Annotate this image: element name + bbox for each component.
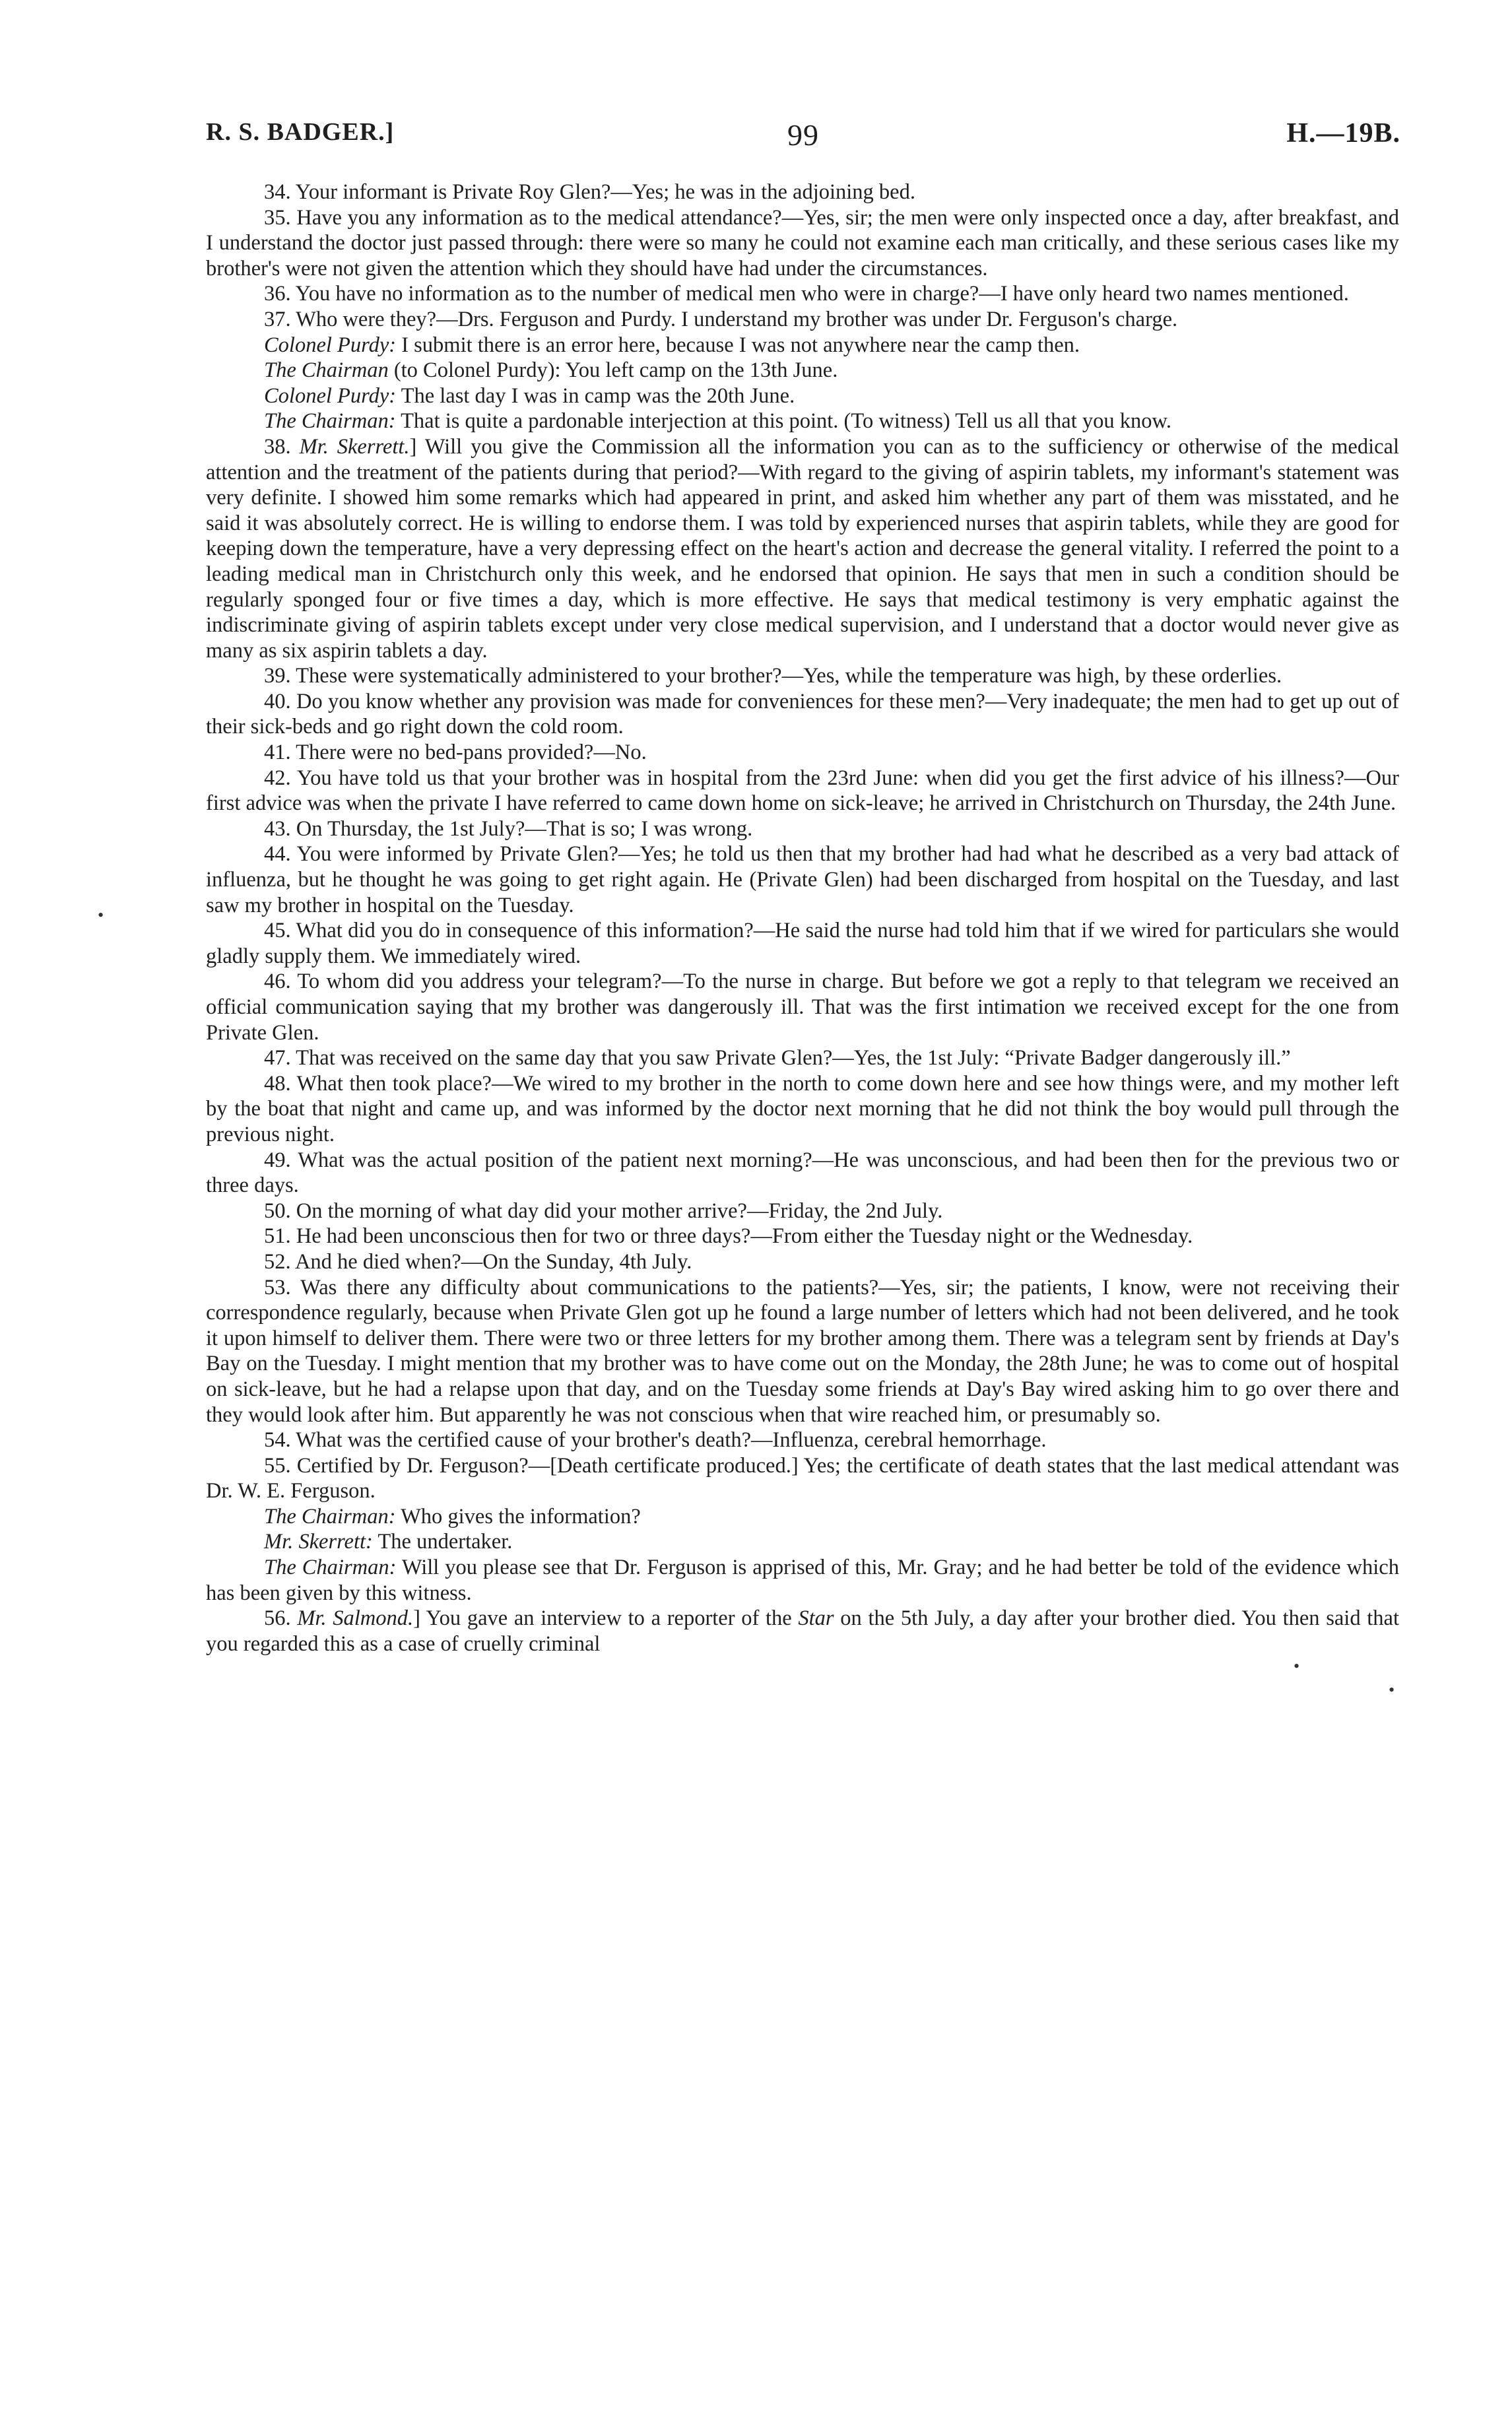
evidence-paragraph — [206, 689, 1399, 740]
evidence-paragraph — [206, 1555, 1399, 1606]
evidence-paragraph — [206, 1071, 1399, 1148]
paragraph-text: 45. What did you do in consequence of this information?—He said the nurse had told him that if we wired for particulars she would gladly supply them. We immediately wired. — [206, 919, 1399, 968]
margin-dot: • — [1294, 1657, 1300, 1676]
paragraph-text: ] Will you give the Commission all the information you can as to the sufficiency or otherwise of the medical attention and the treatment of the patients during that period?—With regard to the giving of aspirin tablets, my informant's statement was very definite. I showed him some remarks which had appeared in print, and asked him whether any part of them was misstated, and he said it was absolutely correct. He is willing to endorse them. I was told by experienced nurses that aspirin tablets, while they are good for keeping down the temperature, have a very depressing effect on the heart's action and decrease the general vitality. I referred the point to a leading medical man in Christchurch only this week, and he endorsed that opinion. He says that men in such a condition should be regularly sponged four or five times a day, which is more effective. He says that medical testimony is very emphatic against the indiscriminate giving of aspirin tablets except under very close medical supervision, and I understand that a doctor would never give as many as six aspirin tablets a day. — [206, 434, 1400, 663]
evidence-paragraph — [206, 740, 1399, 766]
evidence-paragraph — [206, 1428, 1399, 1453]
paragraph-text: ] You gave an interview to a reporter of the — [413, 1606, 799, 1631]
paragraph-text: 39. These were systematically administered to your brother?—Yes, while the temperature was high, by these orderlies. — [264, 664, 1282, 688]
paragraph-text: 50. On the morning of what day did your mother arrive?—Friday, the 2nd July. — [264, 1199, 943, 1223]
evidence-paragraph — [206, 663, 1399, 689]
evidence-paragraph — [206, 1529, 1399, 1555]
paragraph-text: 43. On Thursday, the 1st July?—That is so; I was wrong. — [264, 816, 753, 841]
evidence-paragraph — [206, 816, 1399, 842]
paragraph-text: 49. What was the actual position of the patient next morning?—He was unconscious, and had been then for the previous two or three days. — [206, 1148, 1399, 1198]
evidence-paragraph — [206, 969, 1399, 1045]
paragraph-text: The undertaker. — [372, 1530, 513, 1554]
paragraph-text: 42. You have told us that your brother was in hospital from the 23rd June: when did you get the first advice of his illness?—Our first advice was when the private I have referred to came down home on sick-leave; he arrived in Christchurch on Thursday, the 24th June. — [206, 766, 1399, 816]
evidence-paragraph — [206, 307, 1399, 333]
evidence-paragraph — [206, 1453, 1399, 1504]
evidence-paragraph — [206, 205, 1399, 282]
paragraph-text: 44. You were informed by Private Glen?—Yes; he told us then that my brother had had what he described as a very bad attack of influenza, but he thought he was going to get right again. He (Private Glen) had been discharged from hospital on the Tuesday, and last saw my brother in hospital on the Tuesday. — [206, 842, 1399, 917]
evidence-paragraph — [206, 1504, 1399, 1530]
speaker-name: Mr. Skerrett: — [264, 1530, 373, 1554]
paragraph-text: 46. To whom did you address your telegram?—To the nurse in charge. But before we got a reply to that telegram we received an official communication saying that my brother was dangerously ill. That was the first intimation we received except for the one from Private Glen. — [206, 970, 1399, 1045]
paragraph-text: 51. He had been unconscious then for two or three days?—From either the Tuesday night or the Wednesday. — [264, 1224, 1193, 1249]
paragraph-text: 47. That was received on the same day that you saw Private Glen?—Yes, the 1st July: “Private Badger dangerously ill.” — [264, 1046, 1291, 1070]
page-header — [206, 117, 1400, 157]
margin-dot: • — [1389, 1680, 1395, 1699]
speaker-name: The Chairman: — [264, 1556, 397, 1580]
paragraph-text: 38. — [264, 434, 300, 459]
evidence-paragraph — [206, 1275, 1399, 1428]
evidence-paragraph — [206, 434, 1399, 663]
evidence-paragraph — [206, 333, 1399, 358]
speaker-name: Colonel Purdy: — [264, 333, 397, 357]
speaker-name: The Chairman: — [264, 1504, 396, 1528]
speaker-name: Mr. Salmond. — [297, 1606, 414, 1631]
evidence-paragraph — [206, 358, 1399, 383]
evidence-paragraph — [206, 841, 1399, 918]
speaker-name: The Chairman — [264, 358, 389, 383]
witness-name-header: R. S. BADGER.] — [206, 118, 395, 146]
evidence-paragraph — [206, 1249, 1399, 1275]
paragraph-text: 35. Have you any information as to the medical attendance?—Yes, sir; the men were only inspected once a day, after breakfast, and I understand the doctor just passed through: there were so many he could not examine each man critically, and these serious cases like my brother's were not given the attention which they should have had under the circumstances. — [206, 205, 1399, 280]
speaker-name: Colonel Purdy: — [264, 383, 397, 408]
paragraph-text: (to Colonel Purdy): You left camp on the 13th June. — [388, 358, 838, 383]
paragraph-text: Will you please see that Dr. Ferguson is apprised of this, Mr. Gray; and he had better be told of the evidence which has been given by this witness. — [206, 1556, 1399, 1605]
document-code: H.—19B. — [1286, 118, 1400, 148]
speaker-name: Mr. Skerrett. — [299, 434, 410, 459]
evidence-paragraph — [206, 1148, 1399, 1199]
evidence-paragraph — [206, 918, 1399, 969]
paragraph-text: That is quite a pardonable interjection at this point. (To witness) Tell us all that you know. — [395, 409, 1171, 434]
paragraph-text: I submit there is an error here, because I was not anywhere near the camp then. — [396, 333, 1080, 357]
paragraph-text: 36. You have no information as to the number of medical men who were in charge?—I have only heard two names mentioned. — [264, 282, 1349, 306]
evidence-paragraph — [206, 766, 1399, 816]
paragraph-text: 41. There were no bed-pans provided?—No. — [264, 740, 647, 765]
paragraph-text: 37. Who were they?—Drs. Ferguson and Purdy. I understand my brother was under Dr. Ferguson's charge. — [264, 307, 1178, 331]
evidence-paragraph — [206, 180, 1399, 205]
paragraph-text: 34. Your informant is Private Roy Glen?—Yes; he was in the adjoining bed. — [264, 180, 915, 204]
paragraph-text: Who gives the information? — [395, 1504, 641, 1528]
speaker-name: Star — [798, 1606, 834, 1631]
evidence-text — [206, 180, 1399, 1657]
paragraph-text: 52. And he died when?—On the Sunday, 4th July. — [264, 1249, 692, 1274]
paragraph-text: 54. What was the certified cause of your brother's death?—Influenza, cerebral hemorrhage. — [264, 1428, 1047, 1453]
evidence-paragraph — [206, 1199, 1399, 1224]
margin-dot: • — [98, 905, 104, 925]
evidence-paragraph — [206, 383, 1399, 409]
paragraph-text: 40. Do you know whether any provision was made for conveniences for these men?—Very inadequate; the men had to get up out of their sick-beds and go right down the cold room. — [206, 689, 1399, 739]
speaker-name: The Chairman: — [264, 409, 396, 434]
paragraph-text: 53. Was there any difficulty about communications to the patients?—Yes, sir; the patients, I know, were not receiving their correspondence regularly, because when Private Glen got up he found a large number of letters which had not been delivered, and he took it upon himself to deliver them. There were two or three letters for my brother among them. There was a telegram sent by friends at Day's Bay on the Tuesday. I might mention that my brother was to have come out on the Monday, the 28th June; he was to come out of hospital on sick-leave, but he had a relapse upon that day, and on the Tuesday some friends at Day's Bay wired asking him to go over there and they would look after him. But apparently he was not conscious when that wire reached him, or presumably so. — [206, 1275, 1399, 1427]
evidence-paragraph — [206, 409, 1399, 434]
evidence-paragraph — [206, 1045, 1399, 1071]
evidence-paragraph — [206, 1606, 1399, 1657]
paragraph-text: 55. Certified by Dr. Ferguson?—[Death certificate produced.] Yes; the certificate of death states that the last medical attendant was Dr. W. E. Ferguson. — [206, 1453, 1399, 1503]
paragraph-text: The last day I was in camp was the 20th June. — [396, 383, 795, 408]
evidence-paragraph — [206, 1224, 1399, 1249]
paragraph-text: on the 5th July, a day after your brother died. You then said that you regarded this as a case of cruelly criminal — [206, 1606, 1400, 1656]
paragraph-text: 56. — [264, 1606, 298, 1631]
paragraph-text: 48. What then took place?—We wired to my brother in the north to come down here and see how things were, and my mother left by the boat that night and came up, and was informed by the doctor next morning that he did not think the boy would pull through the previous night. — [206, 1071, 1399, 1146]
evidence-paragraph — [206, 281, 1399, 307]
page-number: 99 — [787, 118, 819, 152]
